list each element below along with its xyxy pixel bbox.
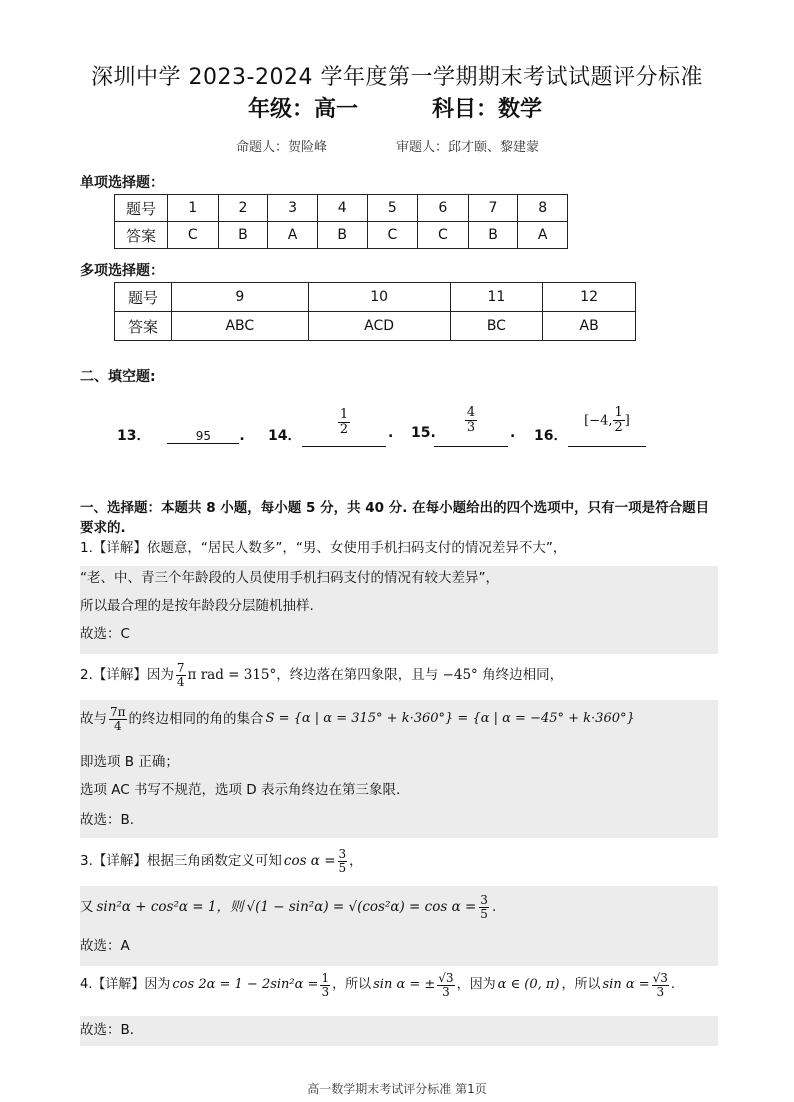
question-number: 8 bbox=[518, 195, 568, 222]
table-row bbox=[115, 283, 636, 312]
reviewer-label: 审题人：邱才颐、黎建蒙 bbox=[396, 140, 540, 155]
q2-prefix: 2.【详解】因为 bbox=[80, 667, 174, 684]
q4-shade bbox=[80, 1016, 718, 1046]
fraction-denominator: 3 bbox=[466, 420, 476, 436]
answer-cell: B bbox=[317, 222, 367, 249]
answer-cell: AB bbox=[543, 312, 636, 341]
q16-answer bbox=[568, 406, 646, 447]
q4-because: ，因为 bbox=[456, 977, 496, 993]
q16-label: 16． bbox=[534, 428, 568, 444]
subject-label: 科目：数学 bbox=[432, 97, 543, 122]
root3-third-fraction: $\frac{√3}{3}$ bbox=[652, 971, 668, 999]
answer-cell: BC bbox=[450, 312, 543, 341]
fraction-numerator: 1 bbox=[614, 405, 623, 420]
answer-cell: ABC bbox=[172, 312, 309, 341]
multi-choice-table bbox=[114, 282, 636, 341]
row-label-question: 题号 bbox=[115, 195, 168, 222]
question-number: 1 bbox=[168, 195, 219, 222]
q13-period: . bbox=[239, 428, 245, 444]
row-label-question: 题号 bbox=[115, 283, 172, 312]
seven-pi-quarters-fraction: 7π 4 bbox=[110, 705, 126, 733]
q2-statement: π rad = 315°，终边落在第四象限，且与 −45° 角终边相同， bbox=[187, 667, 564, 684]
q15-answer bbox=[434, 406, 508, 447]
question-number: 11 bbox=[450, 283, 543, 312]
q3-line-2: 又 sin²α + cos²α = 1，则 √(1 − sin²α) = √(cos²α) = cos α = $\frac{3}{5}$ . bbox=[80, 893, 497, 921]
q4-sin: sin α = bbox=[602, 977, 650, 993]
one-third-fraction: $\frac{1}{3}$ bbox=[321, 971, 330, 999]
q4-range: α ∈ (0, π) bbox=[497, 977, 560, 993]
q1-line-4: 故选：C bbox=[80, 626, 130, 642]
q2-line-4: 选项 AC 书写不规范，选项 D 表示角终边在第三象限. bbox=[80, 782, 401, 798]
q2-line-2 bbox=[80, 706, 635, 732]
multi-choice-heading: 多项选择题： bbox=[80, 263, 164, 279]
q1-line-1: 1.【详解】依题意，“居民人数多”，“男、女使用手机扫码支付的情况差异不大”， bbox=[80, 540, 567, 556]
q3-root-chain: √(1 − sin²α) = √(cos²α) = cos α = bbox=[246, 899, 477, 916]
fill-in-15 bbox=[411, 425, 436, 441]
q14-answer bbox=[302, 408, 386, 447]
row-label-answer: 答案 bbox=[115, 312, 172, 341]
grade-label: 年级：高一 bbox=[248, 97, 359, 122]
q15-fraction bbox=[465, 406, 477, 436]
interval-open: [−4, bbox=[584, 413, 613, 429]
q2-line-3: 即选项 B 正确； bbox=[80, 754, 179, 770]
fill-in-16 bbox=[534, 425, 567, 445]
q16-fraction bbox=[613, 406, 625, 436]
q14-fraction bbox=[338, 408, 350, 438]
q15-period: . bbox=[510, 425, 516, 441]
table-row bbox=[115, 222, 568, 249]
q13-answer: 95 bbox=[167, 429, 239, 444]
q3-cos: cos α = bbox=[283, 853, 336, 870]
q2-angle-set: S = {α | α = 315° + k·360°} = {α | α = −45° + k·360°} bbox=[265, 711, 635, 727]
q3-identity: sin²α + cos²α = 1，则 bbox=[96, 899, 244, 916]
three-fifths-fraction: $\frac{3}{5}$ bbox=[480, 893, 488, 921]
q3-line-3: 故选：A bbox=[80, 938, 130, 954]
answer-cell: B bbox=[218, 222, 268, 249]
q3-line2-prefix: 又 bbox=[80, 899, 94, 916]
question-number: 9 bbox=[172, 283, 309, 312]
root3-third-fraction: $\frac{√3}{3}$ bbox=[438, 971, 454, 999]
fill-in-14 bbox=[268, 425, 301, 445]
three-fifths-fraction: $\frac{3}{5}$ bbox=[338, 847, 347, 875]
fraction-numerator: 1 bbox=[339, 407, 349, 422]
q14-period: . bbox=[388, 425, 394, 441]
q2-line-1 bbox=[80, 662, 563, 688]
table-row bbox=[115, 195, 568, 222]
answer-cell: ACD bbox=[308, 312, 450, 341]
q4-so: ，所以 bbox=[332, 977, 372, 993]
question-number: 6 bbox=[418, 195, 469, 222]
q4-so2: ，所以 bbox=[561, 977, 601, 993]
q1-line-2: “老、中、青三个年龄段的人员使用手机扫码支付的情况有较大差异”， bbox=[80, 570, 499, 586]
q4-line-1: 4.【详解】因为 cos 2α = 1 − 2sin²α = $\frac{1}{3}$ ，所以 sin α = ± $\frac{√3}{3}$ ，因为 α ∈ (0, π) ，所以 sin α = $\frac{√3}{3}$ . bbox=[80, 971, 676, 999]
answer-cell: B bbox=[468, 222, 518, 249]
seven-quarters-fraction: 7 4 bbox=[176, 661, 185, 689]
question-number: 12 bbox=[543, 283, 636, 312]
q2-line-5: 故选：B. bbox=[80, 812, 135, 828]
q4-line-2: 故选：B． bbox=[80, 1022, 144, 1038]
page-title: 深圳中学 2023-2024 学年度第一学期期末考试试题评分标准 bbox=[91, 65, 703, 90]
q14-label: 14． bbox=[268, 428, 302, 444]
q4-sin-pm: sin α = ± bbox=[373, 977, 436, 993]
section-intro: 一、选择题：本题共 8 小题，每小题 5 分，共 40 分. 在每小题给出的四个选项中，只有一项是符合题目要求的. bbox=[80, 500, 710, 536]
q2-line2-prefix: 故与 bbox=[80, 711, 107, 728]
row-label-answer: 答案 bbox=[115, 222, 168, 249]
answer-cell: C bbox=[367, 222, 418, 249]
question-number: 7 bbox=[468, 195, 518, 222]
answer-cell: C bbox=[168, 222, 219, 249]
fill-in-13 bbox=[117, 425, 245, 445]
question-number: 5 bbox=[367, 195, 418, 222]
interval-close: ] bbox=[624, 413, 630, 429]
fraction-numerator: 4 bbox=[466, 405, 476, 420]
fraction-denominator: 2 bbox=[614, 420, 623, 436]
answer-cell: C bbox=[418, 222, 469, 249]
q13-label: 13． bbox=[117, 428, 151, 444]
q3-line-1: 3.【详解】根据三角函数定义可知 cos α = $\frac{3}{5}$ ， bbox=[80, 847, 363, 875]
answer-cell: A bbox=[268, 222, 318, 249]
setter-label: 命题人：贺险峰 bbox=[236, 140, 328, 155]
q3-text: 3.【详解】根据三角函数定义可知 bbox=[80, 853, 282, 870]
q1-line-3: 所以最合理的是按年龄段分层随机抽样. bbox=[80, 598, 314, 614]
fraction-denominator: 2 bbox=[339, 422, 349, 438]
page-footer: 高一数学期末考试评分标准 第1页 bbox=[307, 1082, 487, 1096]
single-choice-heading: 单项选择题： bbox=[80, 175, 164, 191]
question-number: 10 bbox=[308, 283, 450, 312]
q2-line2-text: 的终边相同的角的集合 bbox=[128, 711, 264, 728]
single-choice-table bbox=[114, 194, 568, 249]
q4-prefix: 4.【详解】因为 bbox=[80, 977, 171, 993]
table-row bbox=[115, 312, 636, 341]
question-number: 4 bbox=[317, 195, 367, 222]
fill-in-heading: 二、填空题: bbox=[80, 369, 156, 385]
question-number: 3 bbox=[268, 195, 318, 222]
answer-cell: A bbox=[518, 222, 568, 249]
question-number: 2 bbox=[218, 195, 268, 222]
q15-label: 15. bbox=[411, 425, 436, 441]
q4-double-angle: cos 2α = 1 − 2sin²α = bbox=[172, 977, 319, 993]
